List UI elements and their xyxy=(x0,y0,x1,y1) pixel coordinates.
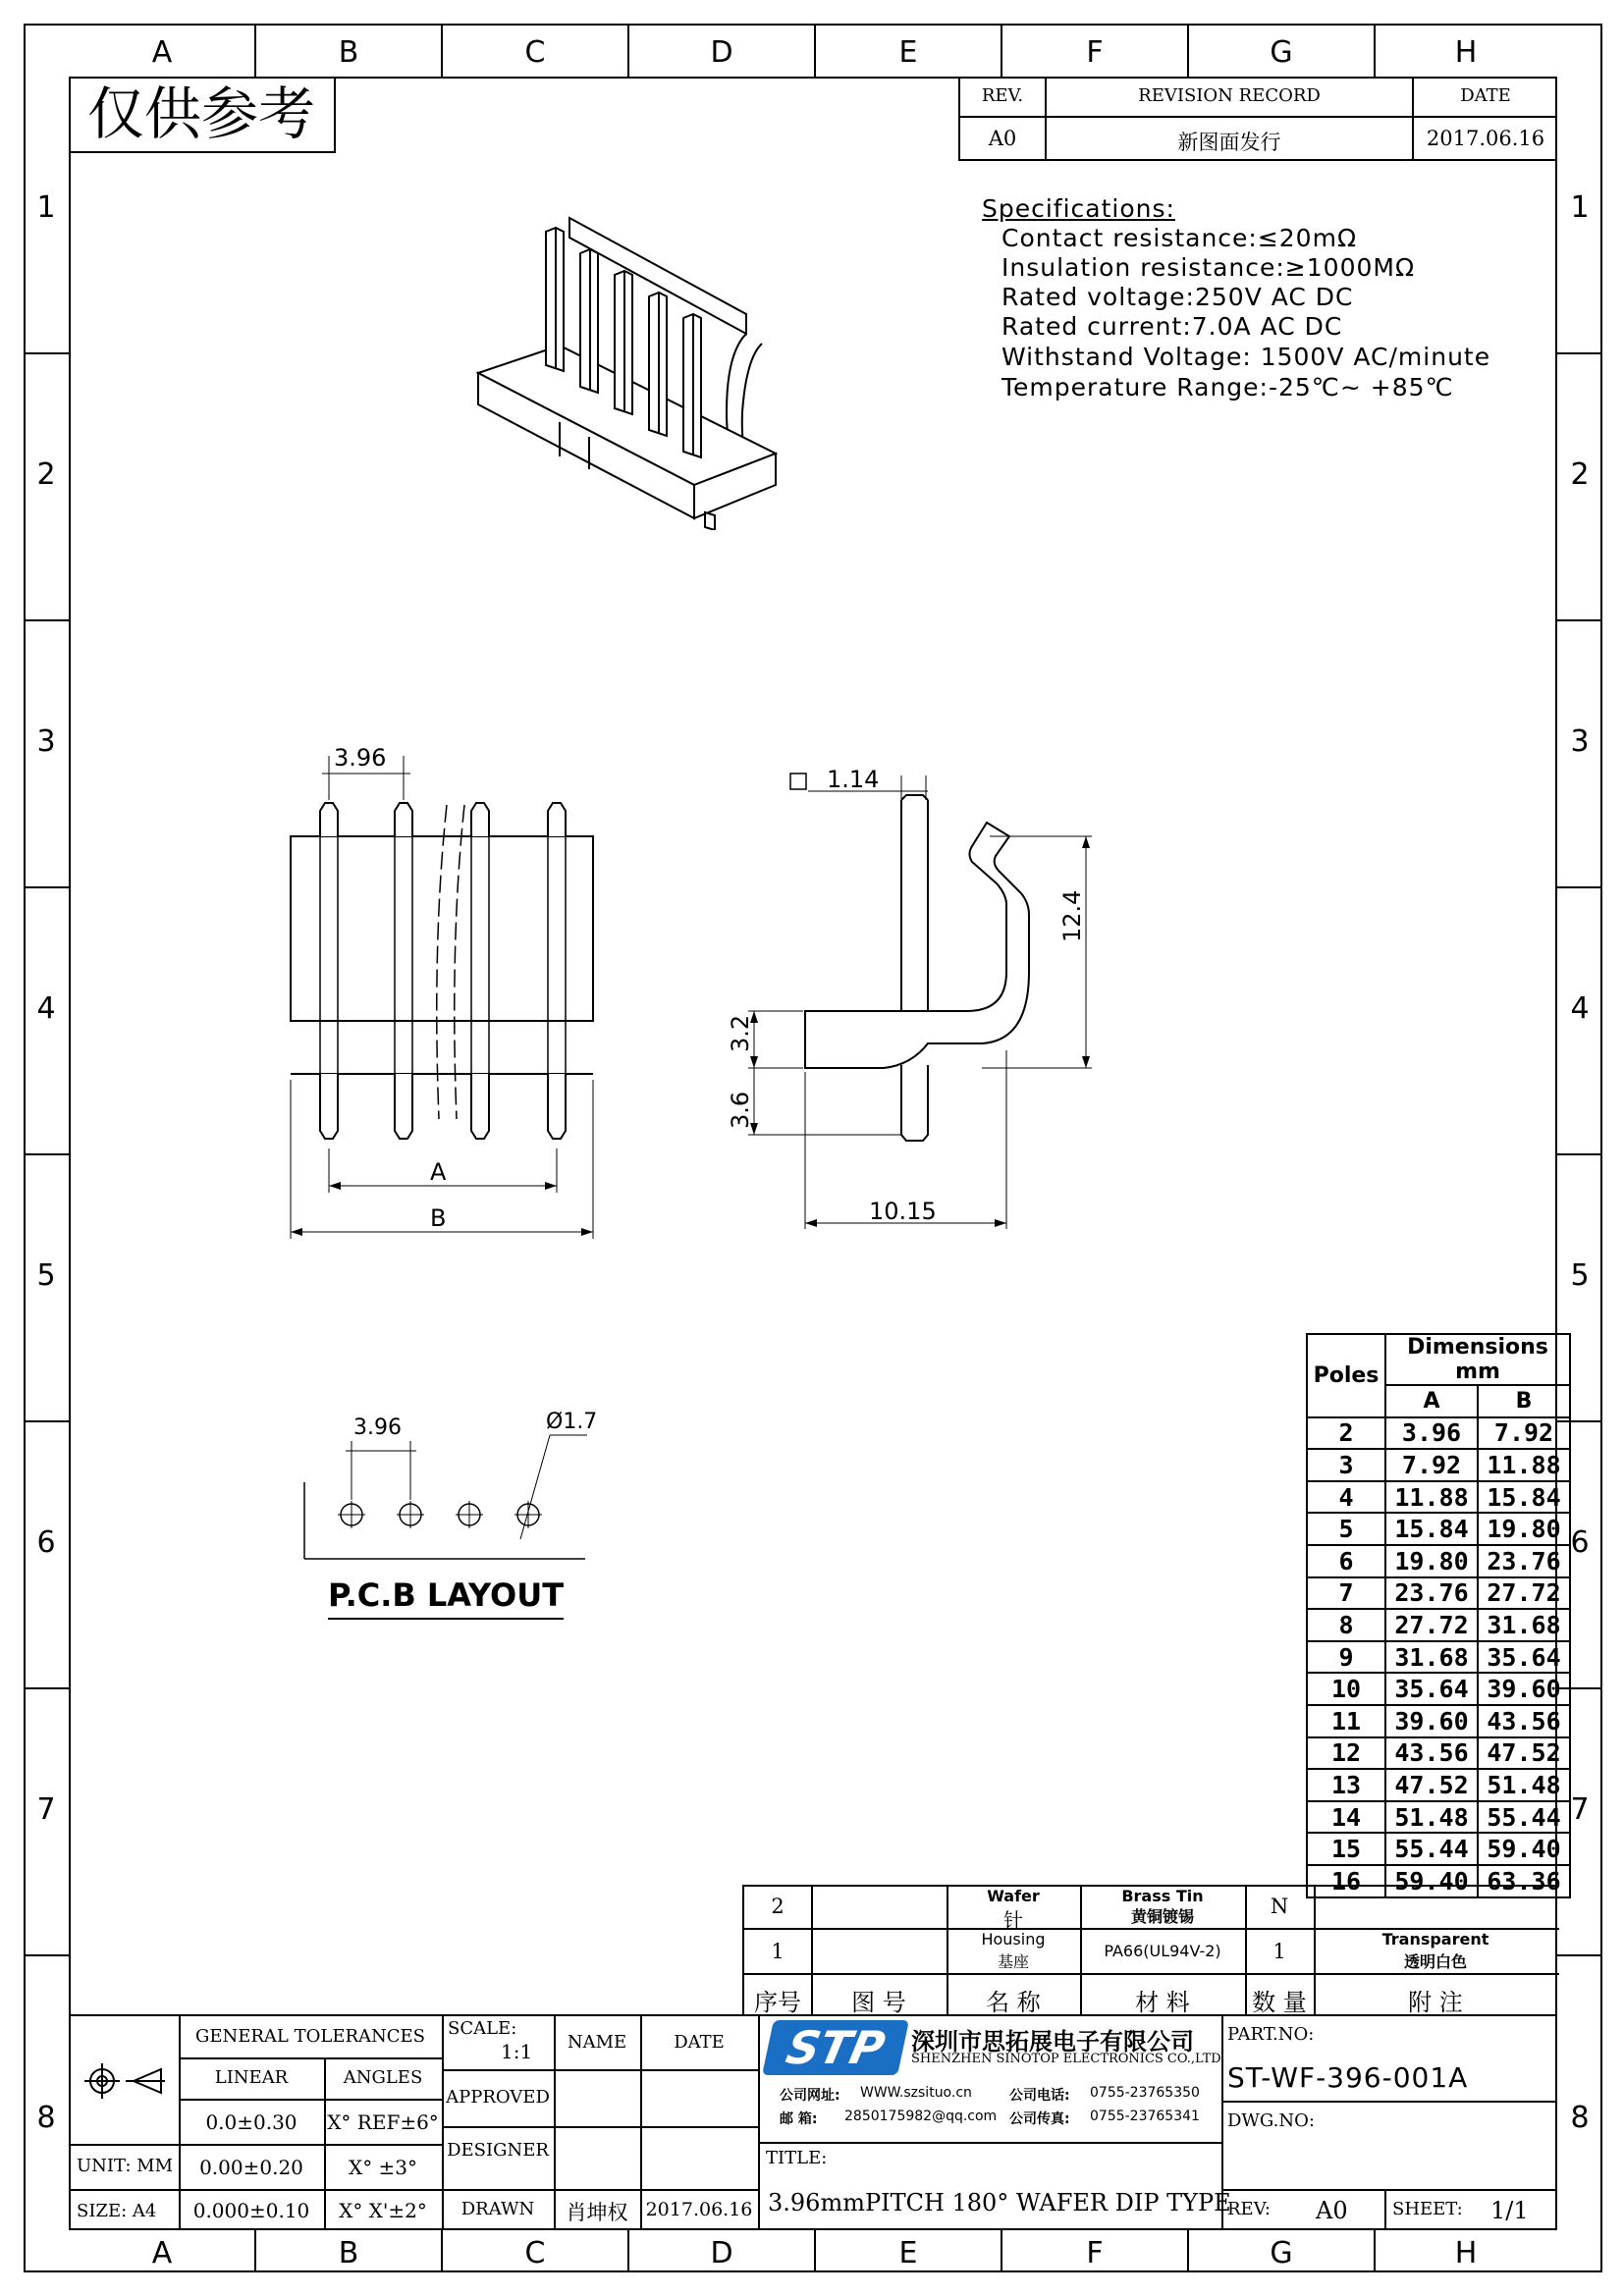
part-no-label: PART.NO: xyxy=(1227,2024,1315,2045)
part-no-value: ST-WF-396-001A xyxy=(1227,2061,1469,2094)
zone-row-1-left: 1 xyxy=(36,190,56,225)
spec-withstand-voltage: Withstand Voltage: 1500V AC/minute xyxy=(1001,343,1491,371)
bom-row1-note-en: Transparent xyxy=(1381,1930,1489,1949)
table-cell: 51.48 xyxy=(1478,1769,1570,1801)
zone-col-e-top: E xyxy=(898,35,918,70)
zone-row-4-right: 4 xyxy=(1570,991,1590,1026)
dwg-no-label: DWG.NO: xyxy=(1227,2110,1315,2131)
bom-row2-material-en: Brass Tin xyxy=(1121,1887,1204,1905)
bom-row1-no: 1 xyxy=(771,1940,785,1963)
drawn-date: 2017.06.16 xyxy=(645,2199,753,2220)
rev-header: REV. xyxy=(981,85,1024,106)
zone-col-c-top: C xyxy=(524,35,546,70)
website-value: WWW.szsituo.cn xyxy=(860,2085,972,2101)
table-cell: 7.92 xyxy=(1385,1449,1478,1481)
table-cell: 47.52 xyxy=(1478,1737,1570,1770)
scale-value: 1:1 xyxy=(501,2040,533,2063)
zone-col-f-top: F xyxy=(1086,35,1104,70)
drawn-label: DRAWN xyxy=(460,2199,535,2219)
zone-row-3-right: 3 xyxy=(1570,724,1590,759)
zone-col-b-bottom: B xyxy=(338,2236,359,2270)
date-header-title-block: DATE xyxy=(674,2032,725,2053)
table-cell: 15.84 xyxy=(1478,1481,1570,1514)
table-row xyxy=(1307,1801,1570,1834)
front-dim-a-label: A xyxy=(430,1158,447,1186)
table-cell: 43.56 xyxy=(1478,1705,1570,1737)
spec-rated-voltage: Rated voltage:250V AC DC xyxy=(1001,283,1354,311)
drawn-name: 肖坤权 xyxy=(566,2201,628,2224)
table-cell: 19.80 xyxy=(1385,1545,1478,1577)
front-dim-b-label: B xyxy=(430,1204,447,1232)
bom-row2-name-cn: 针 xyxy=(1003,1908,1023,1932)
bom-header-drawing: 图 号 xyxy=(851,1989,906,2016)
spec-insulation-resistance: Insulation resistance:≥1000MΩ xyxy=(1001,253,1416,282)
table-cell: 4 xyxy=(1307,1481,1385,1514)
zone-row-6-right: 6 xyxy=(1570,1525,1590,1560)
scale-label: SCALE: xyxy=(448,2018,517,2039)
tolerance-linear-3: 0.000±0.10 xyxy=(192,2199,310,2222)
connector-isometric-view xyxy=(461,206,785,530)
table-cell: 15.84 xyxy=(1385,1513,1478,1545)
table-cell: 11.88 xyxy=(1478,1449,1570,1481)
company-name-cn: 深圳市思拓展电子有限公司 xyxy=(911,2028,1194,2056)
table-row xyxy=(1307,1417,1570,1450)
table-cell: 11 xyxy=(1307,1705,1385,1737)
bom-header-note: 附 注 xyxy=(1408,1989,1463,2016)
sheet-label: SHEET: xyxy=(1392,2199,1463,2219)
size-label: SIZE: A4 xyxy=(77,2201,157,2221)
table-row xyxy=(1307,1449,1570,1481)
pcb-layout-drawing xyxy=(295,1414,589,1571)
side-upper-label: 3.2 xyxy=(727,1014,754,1052)
zone-col-h-top: H xyxy=(1454,35,1478,70)
zone-row-4-left: 4 xyxy=(36,991,56,1026)
revision-record-table xyxy=(958,77,1557,161)
table-cell: 59.40 xyxy=(1385,1865,1478,1897)
projection-symbol-icon xyxy=(82,2061,167,2101)
date-header: DATE xyxy=(1460,85,1511,106)
connector-side-view xyxy=(717,766,1110,1237)
col-a-header: A xyxy=(1385,1385,1478,1417)
side-pin-square-label: 1.14 xyxy=(827,766,880,793)
table-row xyxy=(1307,1769,1570,1801)
table-cell: 39.60 xyxy=(1478,1673,1570,1705)
zone-row-7-right: 7 xyxy=(1570,1792,1590,1827)
specifications-title: Specifications: xyxy=(982,194,1175,223)
bom-row1-material: PA66(UL94V-2) xyxy=(1104,1942,1221,1960)
bom-row2-qty: N xyxy=(1270,1895,1289,1918)
general-tolerances-label: GENERAL TOLERANCES xyxy=(194,2026,426,2047)
table-cell: 5 xyxy=(1307,1513,1385,1545)
dimensions-header: Dimensions mm xyxy=(1385,1334,1570,1385)
table-cell: 3.96 xyxy=(1385,1417,1478,1450)
rev-label-title-block: REV: xyxy=(1227,2199,1271,2219)
zone-col-e-bottom: E xyxy=(898,2236,918,2270)
table-cell: 51.48 xyxy=(1385,1801,1478,1834)
table-cell: 8 xyxy=(1307,1609,1385,1641)
dimensions-table xyxy=(1306,1333,1571,1898)
table-cell: 14 xyxy=(1307,1801,1385,1834)
side-height-label: 12.4 xyxy=(1058,889,1086,942)
bom-table xyxy=(742,1885,1557,2014)
table-cell: 15 xyxy=(1307,1833,1385,1865)
zone-row-5-left: 5 xyxy=(36,1258,56,1293)
table-row xyxy=(1307,1513,1570,1545)
table-cell: 23.76 xyxy=(1478,1545,1570,1577)
tolerance-angle-2: X° ±3° xyxy=(348,2156,418,2179)
bom-row2-no: 2 xyxy=(771,1895,785,1918)
zone-col-h-bottom: H xyxy=(1454,2236,1478,2270)
table-cell: 3 xyxy=(1307,1449,1385,1481)
table-cell: 16 xyxy=(1307,1865,1385,1897)
bom-row1-name-en: Housing xyxy=(981,1930,1046,1949)
spec-temperature-range: Temperature Range:-25℃~ +85℃ xyxy=(1001,373,1454,401)
bom-row1-name-cn: 基座 xyxy=(997,1952,1029,1971)
tolerance-linear-1: 0.0±0.30 xyxy=(205,2110,298,2134)
bom-row1-note-cn: 透明白色 xyxy=(1403,1952,1467,1971)
angles-label: ANGLES xyxy=(343,2067,423,2088)
title-block xyxy=(69,2014,1557,2230)
drawing-title: 3.96mmPITCH 180° WAFER DIP TYPE xyxy=(768,2189,1231,2216)
zone-row-5-right: 5 xyxy=(1570,1258,1590,1293)
fax-label: 公司传真: xyxy=(1009,2111,1070,2127)
tolerance-linear-2: 0.00±0.20 xyxy=(199,2156,303,2179)
bom-row2-material-cn: 黄铜镀锡 xyxy=(1130,1907,1194,1926)
zone-col-d-bottom: D xyxy=(710,2236,733,2270)
bom-header-name: 名 称 xyxy=(986,1989,1041,2016)
zone-col-g-top: G xyxy=(1270,35,1293,70)
pcb-pitch-label: 3.96 xyxy=(353,1415,402,1440)
rev-value: A0 xyxy=(988,127,1017,150)
bom-header-no: 序号 xyxy=(754,1989,801,2016)
table-cell: 43.56 xyxy=(1385,1737,1478,1770)
zone-row-8-right: 8 xyxy=(1570,2101,1590,2135)
name-header: NAME xyxy=(567,2032,627,2053)
revision-record-header: REVISION RECORD xyxy=(1138,85,1321,106)
table-cell: 63.36 xyxy=(1478,1865,1570,1897)
zone-row-2-right: 2 xyxy=(1570,457,1590,492)
tolerance-angle-1: X° REF±6° xyxy=(327,2110,439,2134)
sheet-value: 1/1 xyxy=(1490,2197,1529,2224)
side-lower-label: 3.6 xyxy=(727,1091,754,1129)
table-cell: 27.72 xyxy=(1385,1609,1478,1641)
table-row xyxy=(1307,1641,1570,1674)
table-cell: 11.88 xyxy=(1385,1481,1478,1514)
zone-col-f-bottom: F xyxy=(1086,2236,1104,2270)
table-row xyxy=(1307,1705,1570,1737)
zone-col-c-bottom: C xyxy=(524,2236,546,2270)
spec-rated-current: Rated current:7.0A AC DC xyxy=(1001,312,1343,341)
fax-value: 0755-23765341 xyxy=(1090,2109,1200,2124)
zone-row-1-right: 1 xyxy=(1570,190,1590,225)
table-cell: 47.52 xyxy=(1385,1769,1478,1801)
spec-contact-resistance: Contact resistance:≤20mΩ xyxy=(1001,224,1358,252)
table-cell: 7 xyxy=(1307,1577,1385,1610)
phone-label: 公司电话: xyxy=(1009,2088,1070,2104)
zone-row-6-left: 6 xyxy=(36,1525,56,1560)
tolerance-angle-3: X° X'±2° xyxy=(339,2199,427,2222)
front-pitch-label: 3.96 xyxy=(334,744,387,772)
table-cell: 9 xyxy=(1307,1641,1385,1674)
table-cell: 13 xyxy=(1307,1769,1385,1801)
company-name-en: SHENZHEN SINOTOP ELECTRONICS CO.,LTD xyxy=(911,2052,1221,2066)
zone-row-3-left: 3 xyxy=(36,724,56,759)
mail-label: 邮 箱: xyxy=(780,2111,818,2127)
table-row xyxy=(1307,1545,1570,1577)
bom-row2-name-en: Wafer xyxy=(987,1887,1040,1905)
bom-row1-qty: 1 xyxy=(1272,1940,1286,1963)
table-cell: 55.44 xyxy=(1478,1801,1570,1834)
bom-header-qty: 数 量 xyxy=(1252,1989,1307,2016)
table-row xyxy=(1307,1737,1570,1770)
table-cell: 10 xyxy=(1307,1673,1385,1705)
table-row xyxy=(1307,1673,1570,1705)
designer-label: DESIGNER xyxy=(447,2140,549,2161)
table-cell: 31.68 xyxy=(1478,1609,1570,1641)
table-cell: 23.76 xyxy=(1385,1577,1478,1610)
table-cell: 19.80 xyxy=(1478,1513,1570,1545)
table-cell: 59.40 xyxy=(1478,1833,1570,1865)
zone-col-d-top: D xyxy=(710,35,733,70)
zone-col-b-top: B xyxy=(338,35,359,70)
table-cell: 27.72 xyxy=(1478,1577,1570,1610)
approved-label: APPROVED xyxy=(446,2087,550,2108)
reference-only-stamp: 仅供参考 xyxy=(69,77,336,153)
title-label: TITLE: xyxy=(766,2148,828,2168)
zone-col-a-bottom: A xyxy=(151,2236,173,2270)
pcb-layout-title: P.C.B LAYOUT xyxy=(328,1576,564,1620)
poles-header: Poles xyxy=(1307,1334,1385,1417)
zone-col-a-top: A xyxy=(151,35,173,70)
table-row xyxy=(1307,1481,1570,1514)
company-logo: STP xyxy=(762,2020,909,2075)
table-cell: 12 xyxy=(1307,1737,1385,1770)
table-cell: 2 xyxy=(1307,1417,1385,1450)
table-cell: 35.64 xyxy=(1478,1641,1570,1674)
zone-row-8-left: 8 xyxy=(36,2101,56,2135)
table-cell: 39.60 xyxy=(1385,1705,1478,1737)
side-depth-label: 10.15 xyxy=(869,1198,937,1225)
revision-date-value: 2017.06.16 xyxy=(1426,127,1545,150)
table-cell: 31.68 xyxy=(1385,1641,1478,1674)
table-row xyxy=(1307,1833,1570,1865)
table-row xyxy=(1307,1577,1570,1610)
website-label: 公司网址: xyxy=(780,2088,840,2104)
linear-label: LINEAR xyxy=(214,2067,289,2088)
bom-header-material: 材 料 xyxy=(1135,1989,1190,2016)
table-cell: 6 xyxy=(1307,1545,1385,1577)
pcb-hole-label: Ø1.7 xyxy=(546,1410,598,1434)
zone-row-2-left: 2 xyxy=(36,457,56,492)
phone-value: 0755-23765350 xyxy=(1090,2085,1200,2101)
col-b-header: B xyxy=(1478,1385,1570,1417)
revision-record-value: 新图面发行 xyxy=(1177,131,1281,154)
table-cell: 55.44 xyxy=(1385,1833,1478,1865)
table-row xyxy=(1307,1609,1570,1641)
mail-value: 2850175982@qq.com xyxy=(844,2109,998,2124)
unit-label: UNIT: MM xyxy=(77,2156,174,2176)
table-cell: 35.64 xyxy=(1385,1673,1478,1705)
rev-value-title-block: A0 xyxy=(1316,2197,1348,2224)
table-cell: 7.92 xyxy=(1478,1417,1570,1450)
zone-col-g-bottom: G xyxy=(1270,2236,1293,2270)
zone-row-7-left: 7 xyxy=(36,1792,56,1827)
